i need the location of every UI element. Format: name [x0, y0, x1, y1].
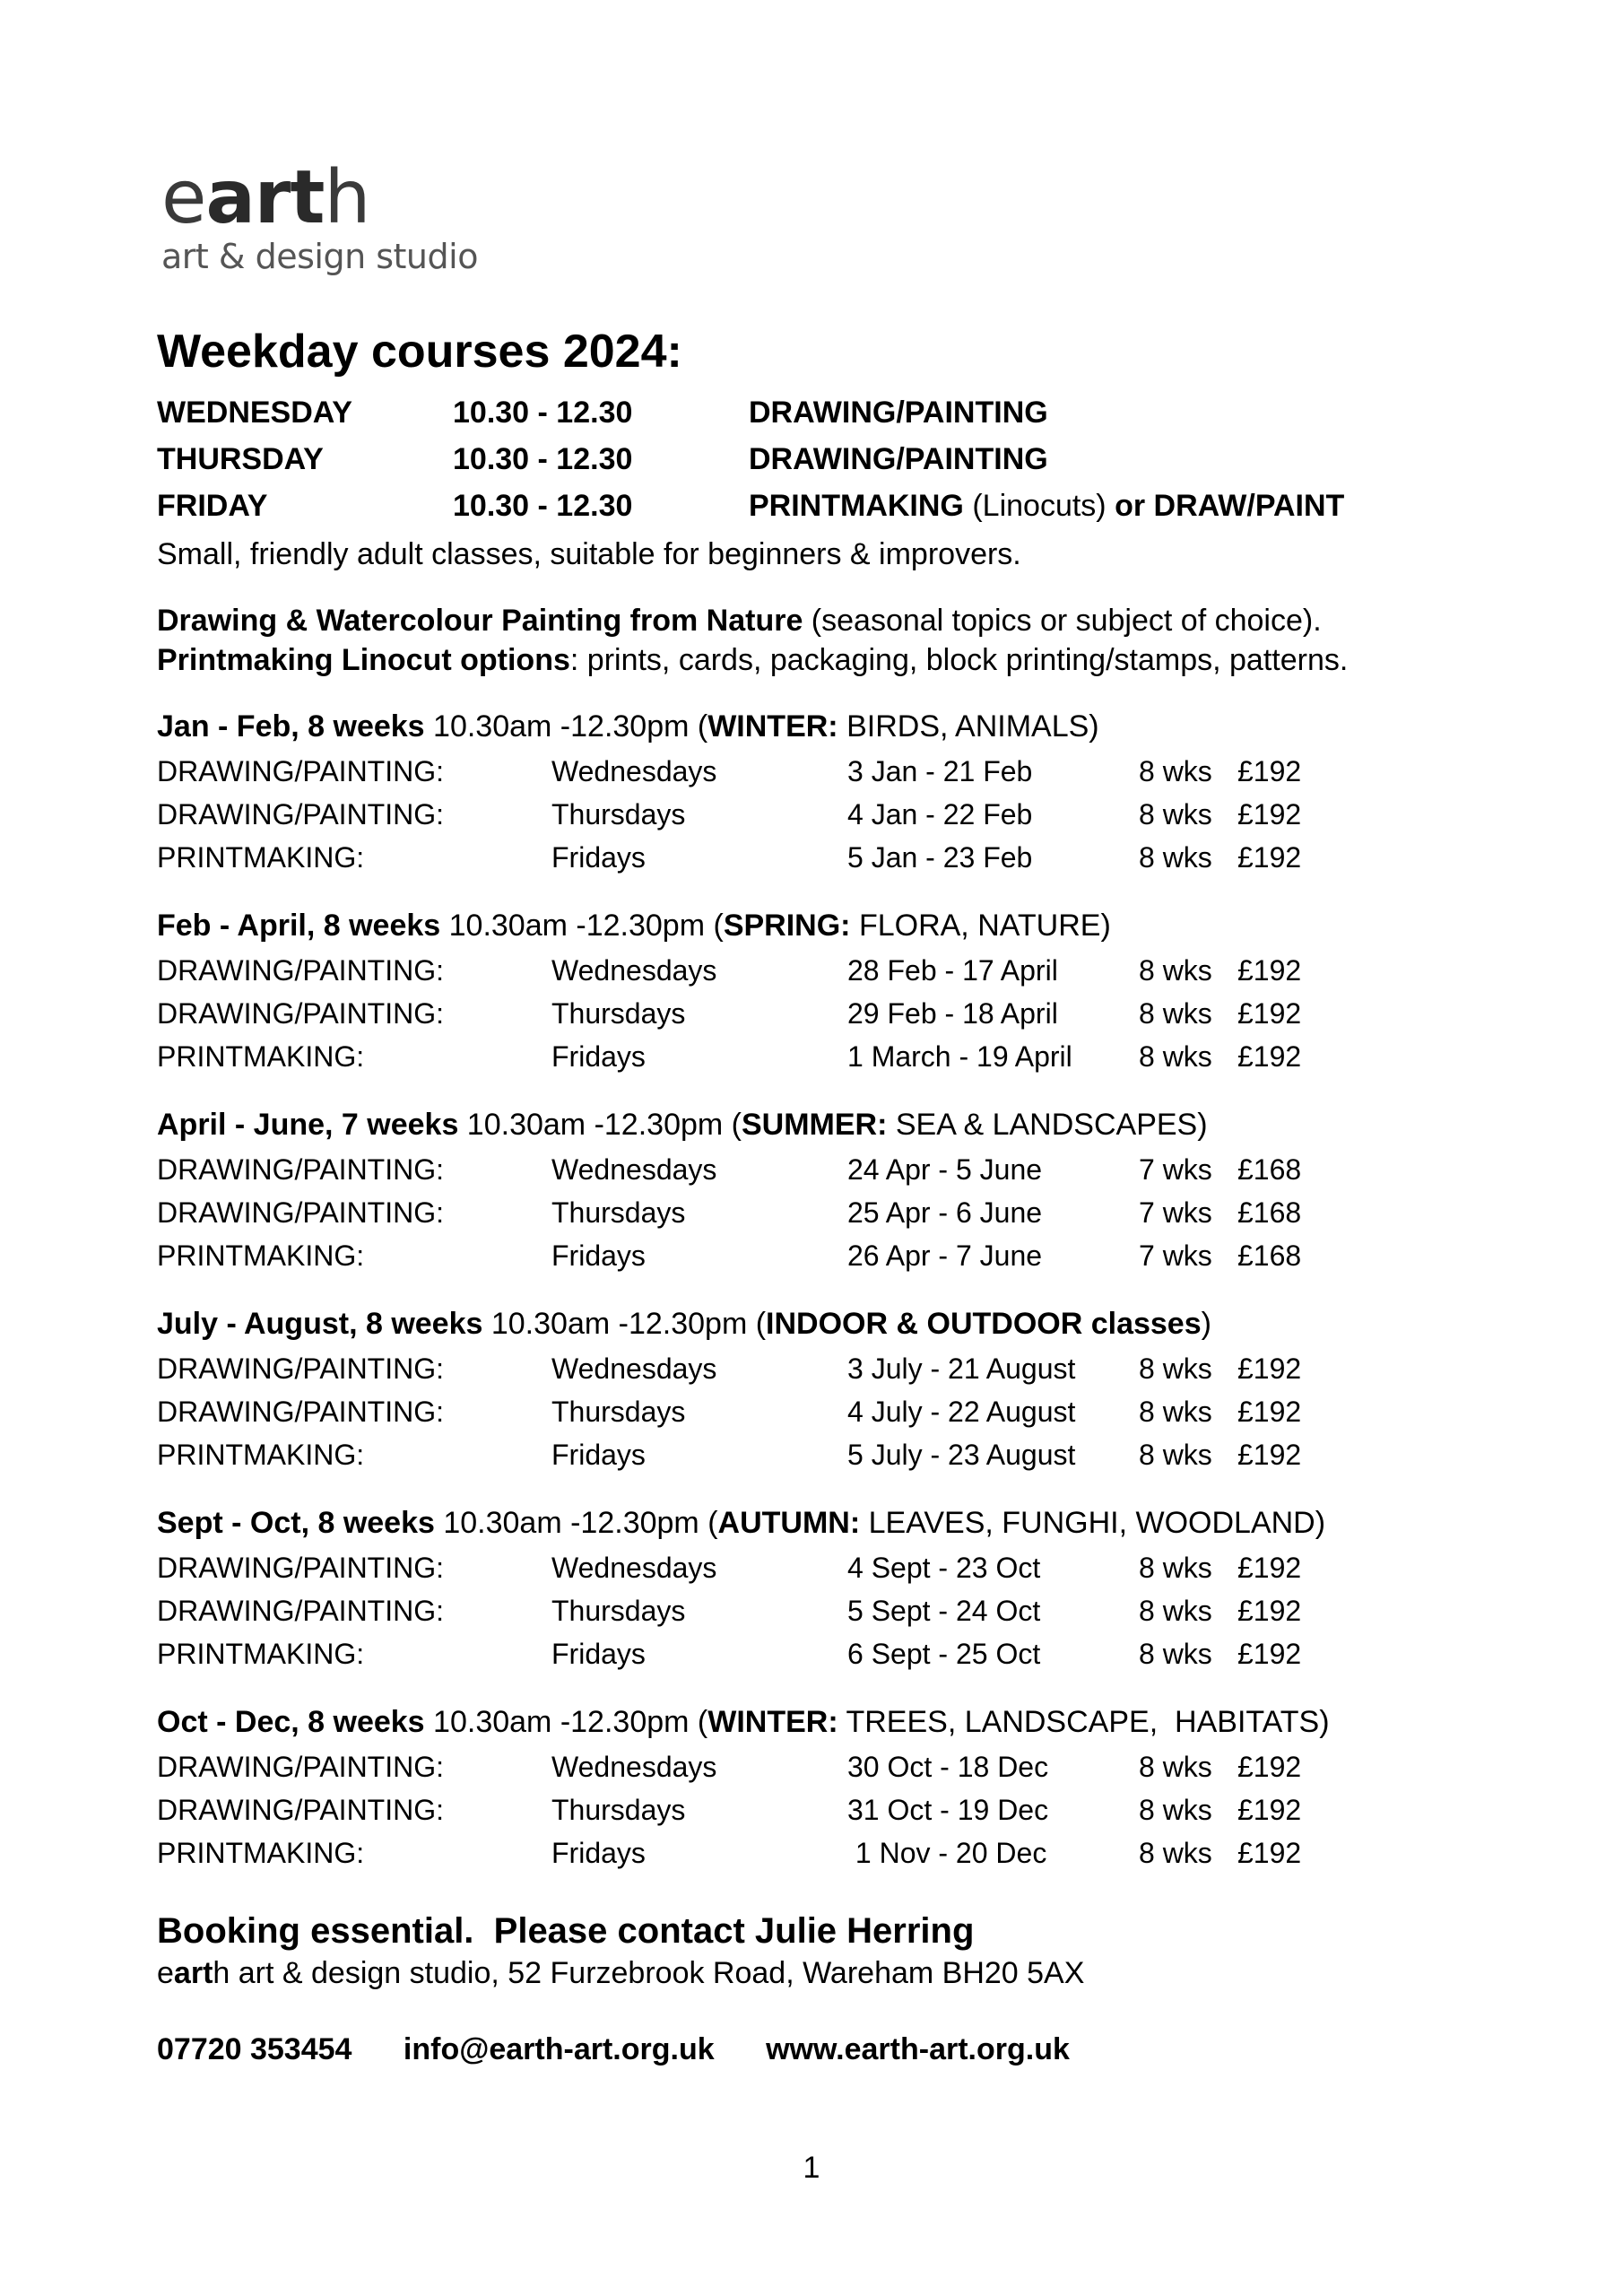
- course-day: Fridays: [551, 1439, 646, 1471]
- course-price: £192: [1237, 1352, 1302, 1385]
- course-row: [157, 1234, 1502, 1277]
- course-day: Fridays: [551, 1040, 646, 1073]
- course-section: [157, 1300, 1502, 1476]
- desc-text: (seasonal topics or subject of choice).: [803, 604, 1322, 638]
- course-row: [157, 1589, 1502, 1632]
- section-period: July - August, 8 weeks: [157, 1307, 483, 1341]
- description: [157, 601, 1502, 680]
- course-day: Fridays: [551, 841, 646, 874]
- course-day: Thursdays: [551, 1595, 686, 1627]
- section-period: Sept - Oct, 8 weeks: [157, 1506, 435, 1540]
- course-row: [157, 836, 1502, 879]
- course-section: [157, 1500, 1502, 1675]
- section-season: WINTER:: [707, 709, 838, 744]
- course-dates: 4 Sept - 23 Oct: [847, 1552, 1041, 1584]
- document-body: [157, 323, 1502, 2067]
- course-weeks: 7 wks: [1139, 1239, 1212, 1272]
- course-row: [157, 1035, 1502, 1078]
- schedule-time: 10.30 - 12.30: [453, 442, 633, 476]
- course-type: DRAWING/PAINTING:: [157, 997, 444, 1030]
- section-time: 10.30am -12.30pm (: [440, 909, 724, 943]
- schedule-row: [157, 436, 1502, 483]
- course-weeks: 8 wks: [1139, 1595, 1212, 1627]
- desc-heading: Drawing & Watercolour Painting from Nature: [157, 604, 803, 638]
- course-row: [157, 1148, 1502, 1191]
- course-weeks: 8 wks: [1139, 1040, 1212, 1073]
- logo-wordmark: [161, 155, 478, 240]
- address-part-bold: art: [173, 1956, 213, 1990]
- course-dates: 30 Oct - 18 Dec: [847, 1751, 1049, 1783]
- course-weeks: 7 wks: [1139, 1153, 1212, 1186]
- course-type: DRAWING/PAINTING:: [157, 1595, 444, 1627]
- course-day: Thursdays: [551, 1396, 686, 1428]
- course-row: [157, 1390, 1502, 1433]
- phone-number[interactable]: 07720 353454: [157, 2032, 352, 2066]
- course-weeks: 8 wks: [1139, 1794, 1212, 1826]
- course-day: Fridays: [551, 1239, 646, 1272]
- section-heading: [157, 1699, 1502, 1745]
- course-price: £192: [1237, 841, 1302, 874]
- course-day: Fridays: [551, 1837, 646, 1869]
- course-day: Wednesdays: [551, 1552, 717, 1584]
- course-type: DRAWING/PAINTING:: [157, 1794, 444, 1826]
- class-name: DRAWING/PAINTING: [749, 442, 1048, 476]
- course-price: £192: [1237, 1837, 1302, 1869]
- section-period: Feb - April, 8 weeks: [157, 909, 441, 943]
- address-part: e: [157, 1956, 174, 1990]
- course-section: [157, 1699, 1502, 1874]
- section-period: Jan - Feb, 8 weeks: [157, 709, 425, 744]
- course-type: DRAWING/PAINTING:: [157, 1352, 444, 1385]
- section-heading: [157, 1500, 1502, 1546]
- class-alternative: or DRAW/PAINT: [1115, 489, 1345, 523]
- section-season: AUTUMN:: [717, 1506, 861, 1540]
- course-dates: 4 Jan - 22 Feb: [847, 798, 1033, 831]
- course-row: [157, 1191, 1502, 1234]
- course-dates: 31 Oct - 19 Dec: [847, 1794, 1049, 1826]
- course-price: £192: [1237, 1439, 1302, 1471]
- course-dates: 3 July - 21 August: [847, 1352, 1076, 1385]
- course-price: £192: [1237, 755, 1302, 787]
- section-time: 10.30am -12.30pm (: [424, 709, 708, 744]
- course-type: DRAWING/PAINTING:: [157, 798, 444, 831]
- course-day: Thursdays: [551, 1794, 686, 1826]
- course-day: Wednesdays: [551, 1153, 717, 1186]
- course-row: [157, 1632, 1502, 1675]
- course-price: £192: [1237, 1040, 1302, 1073]
- course-dates: 25 Apr - 6 June: [847, 1196, 1043, 1229]
- section-topic: LEAVES, FUNGHI, WOODLAND): [860, 1506, 1326, 1540]
- section-time: 10.30am -12.30pm (: [458, 1108, 742, 1142]
- course-weeks: 8 wks: [1139, 755, 1212, 787]
- section-time: 10.30am -12.30pm (: [424, 1705, 708, 1739]
- course-row: [157, 1347, 1502, 1390]
- course-price: £168: [1237, 1153, 1302, 1186]
- course-day: Wednesdays: [551, 755, 717, 787]
- section-heading: [157, 1300, 1502, 1347]
- class-note: (Linocuts): [963, 489, 1115, 523]
- course-weeks: 8 wks: [1139, 1396, 1212, 1428]
- course-type: PRINTMAKING:: [157, 1837, 365, 1869]
- course-type: DRAWING/PAINTING:: [157, 1196, 444, 1229]
- course-weeks: 8 wks: [1139, 1837, 1212, 1869]
- course-dates: 26 Apr - 7 June: [847, 1239, 1043, 1272]
- course-row: [157, 750, 1502, 793]
- course-dates: 24 Apr - 5 June: [847, 1153, 1043, 1186]
- course-price: £192: [1237, 1552, 1302, 1584]
- page-number: 1: [803, 2151, 820, 2185]
- intro-text: Small, friendly adult classes, suitable for beginners & improvers.: [157, 537, 1021, 571]
- course-type: DRAWING/PAINTING:: [157, 1751, 444, 1783]
- section-period: April - June, 7 weeks: [157, 1108, 459, 1142]
- address-text: h art & design studio, 52 Furzebrook Road, Wareham BH20 5AX: [213, 1956, 1085, 1990]
- course-dates: 5 July - 23 August: [847, 1439, 1076, 1471]
- course-day: Thursdays: [551, 997, 686, 1030]
- course-weeks: 8 wks: [1139, 1439, 1212, 1471]
- course-price: £192: [1237, 1638, 1302, 1670]
- course-weeks: 7 wks: [1139, 1196, 1212, 1229]
- course-price: £168: [1237, 1239, 1302, 1272]
- course-price: £192: [1237, 1595, 1302, 1627]
- course-type: PRINTMAKING:: [157, 1439, 365, 1471]
- course-type: DRAWING/PAINTING:: [157, 954, 444, 987]
- course-dates: 5 Sept - 24 Oct: [847, 1595, 1041, 1627]
- studio-address: [157, 1953, 1502, 1993]
- schedule-day: FRIDAY: [157, 489, 268, 523]
- course-type: DRAWING/PAINTING:: [157, 1396, 444, 1428]
- contact-line: [157, 2032, 1502, 2067]
- course-weeks: 8 wks: [1139, 1751, 1212, 1783]
- course-type: DRAWING/PAINTING:: [157, 755, 444, 787]
- printmaking-description: [157, 640, 1502, 680]
- schedule-row: [157, 389, 1502, 436]
- section-season: SPRING:: [723, 909, 851, 943]
- section-topic: FLORA, NATURE): [850, 909, 1111, 943]
- course-type: DRAWING/PAINTING:: [157, 1153, 444, 1186]
- course-row: [157, 949, 1502, 992]
- schedule-row: [157, 483, 1502, 529]
- course-dates: 3 Jan - 21 Feb: [847, 755, 1033, 787]
- course-weeks: 8 wks: [1139, 997, 1212, 1030]
- course-dates: 1 Nov - 20 Dec: [847, 1837, 1047, 1869]
- course-type: PRINTMAKING:: [157, 1040, 365, 1073]
- course-row: [157, 1546, 1502, 1589]
- course-type: PRINTMAKING:: [157, 1638, 365, 1670]
- section-period: Oct - Dec, 8 weeks: [157, 1705, 425, 1739]
- course-dates: 5 Jan - 23 Feb: [847, 841, 1033, 874]
- drawing-description: [157, 601, 1502, 640]
- booking-heading: Booking essential. Please contact Julie Herring: [157, 1911, 975, 1951]
- schedule-time: 10.30 - 12.30: [453, 396, 633, 430]
- page-title: Weekday courses 2024:: [157, 326, 682, 378]
- section-time: 10.30am -12.30pm (: [434, 1506, 718, 1540]
- course-dates: 1 March - 19 April: [847, 1040, 1072, 1073]
- course-day: Thursdays: [551, 1196, 686, 1229]
- course-row: [157, 1831, 1502, 1874]
- website-link[interactable]: www.earth-art.org.uk: [766, 2032, 1070, 2066]
- schedule-class: [749, 389, 1048, 436]
- course-weeks: 8 wks: [1139, 841, 1212, 874]
- section-heading: [157, 902, 1502, 949]
- section-season: SUMMER:: [741, 1108, 888, 1142]
- course-price: £168: [1237, 1196, 1302, 1229]
- section-time: 10.30am -12.30pm (: [482, 1307, 767, 1341]
- course-row: [157, 1745, 1502, 1788]
- course-price: £192: [1237, 997, 1302, 1030]
- logo-part: h: [324, 155, 370, 240]
- logo-part: e: [161, 155, 206, 240]
- course-row: [157, 992, 1502, 1035]
- course-day: Fridays: [551, 1638, 646, 1670]
- weekly-schedule: [157, 389, 1502, 529]
- course-section: [157, 703, 1502, 879]
- course-price: £192: [1237, 954, 1302, 987]
- schedule-time: 10.30 - 12.30: [453, 489, 633, 523]
- course-type: DRAWING/PAINTING:: [157, 1552, 444, 1584]
- section-topic: TREES, LANDSCAPE, HABITATS): [838, 1705, 1330, 1739]
- logo-part-bold: art: [205, 155, 325, 240]
- section-topic: BIRDS, ANIMALS): [838, 709, 1099, 744]
- class-name: PRINTMAKING: [749, 489, 964, 523]
- course-weeks: 8 wks: [1139, 954, 1212, 987]
- course-section: [157, 902, 1502, 1078]
- course-price: £192: [1237, 1794, 1302, 1826]
- course-row: [157, 1788, 1502, 1831]
- course-dates: 6 Sept - 25 Oct: [847, 1638, 1041, 1670]
- course-sections: [157, 703, 1502, 1874]
- course-price: £192: [1237, 1751, 1302, 1783]
- section-season: INDOOR & OUTDOOR classes: [766, 1307, 1202, 1341]
- course-dates: 29 Feb - 18 April: [847, 997, 1058, 1030]
- course-row: [157, 793, 1502, 836]
- course-day: Wednesdays: [551, 954, 717, 987]
- email-link[interactable]: info@earth-art.org.uk: [403, 2032, 715, 2066]
- course-dates: 28 Feb - 17 April: [847, 954, 1058, 987]
- desc-text: : prints, cards, packaging, block printing/stamps, patterns.: [569, 643, 1349, 677]
- section-topic: ): [1201, 1307, 1211, 1341]
- course-price: £192: [1237, 798, 1302, 831]
- course-section: [157, 1101, 1502, 1277]
- course-day: Wednesdays: [551, 1352, 717, 1385]
- desc-heading: Printmaking Linocut options: [157, 643, 570, 677]
- logo-tagline: art & design studio: [161, 237, 478, 276]
- schedule-day: WEDNESDAY: [157, 396, 352, 430]
- course-type: PRINTMAKING:: [157, 841, 365, 874]
- course-type: PRINTMAKING:: [157, 1239, 365, 1272]
- schedule-class: [749, 483, 1344, 529]
- section-topic: SEA & LANDSCAPES): [887, 1108, 1208, 1142]
- course-weeks: 8 wks: [1139, 1552, 1212, 1584]
- class-name: DRAWING/PAINTING: [749, 396, 1048, 430]
- course-weeks: 8 wks: [1139, 798, 1212, 831]
- studio-logo: [161, 155, 478, 276]
- course-price: £192: [1237, 1396, 1302, 1428]
- course-weeks: 8 wks: [1139, 1352, 1212, 1385]
- section-heading: [157, 1101, 1502, 1148]
- schedule-class: [749, 436, 1048, 483]
- course-weeks: 8 wks: [1139, 1638, 1212, 1670]
- course-day: Wednesdays: [551, 1751, 717, 1783]
- schedule-day: THURSDAY: [157, 442, 324, 476]
- section-heading: [157, 703, 1502, 750]
- course-row: [157, 1433, 1502, 1476]
- course-dates: 4 July - 22 August: [847, 1396, 1076, 1428]
- course-day: Thursdays: [551, 798, 686, 831]
- section-season: WINTER:: [707, 1705, 838, 1739]
